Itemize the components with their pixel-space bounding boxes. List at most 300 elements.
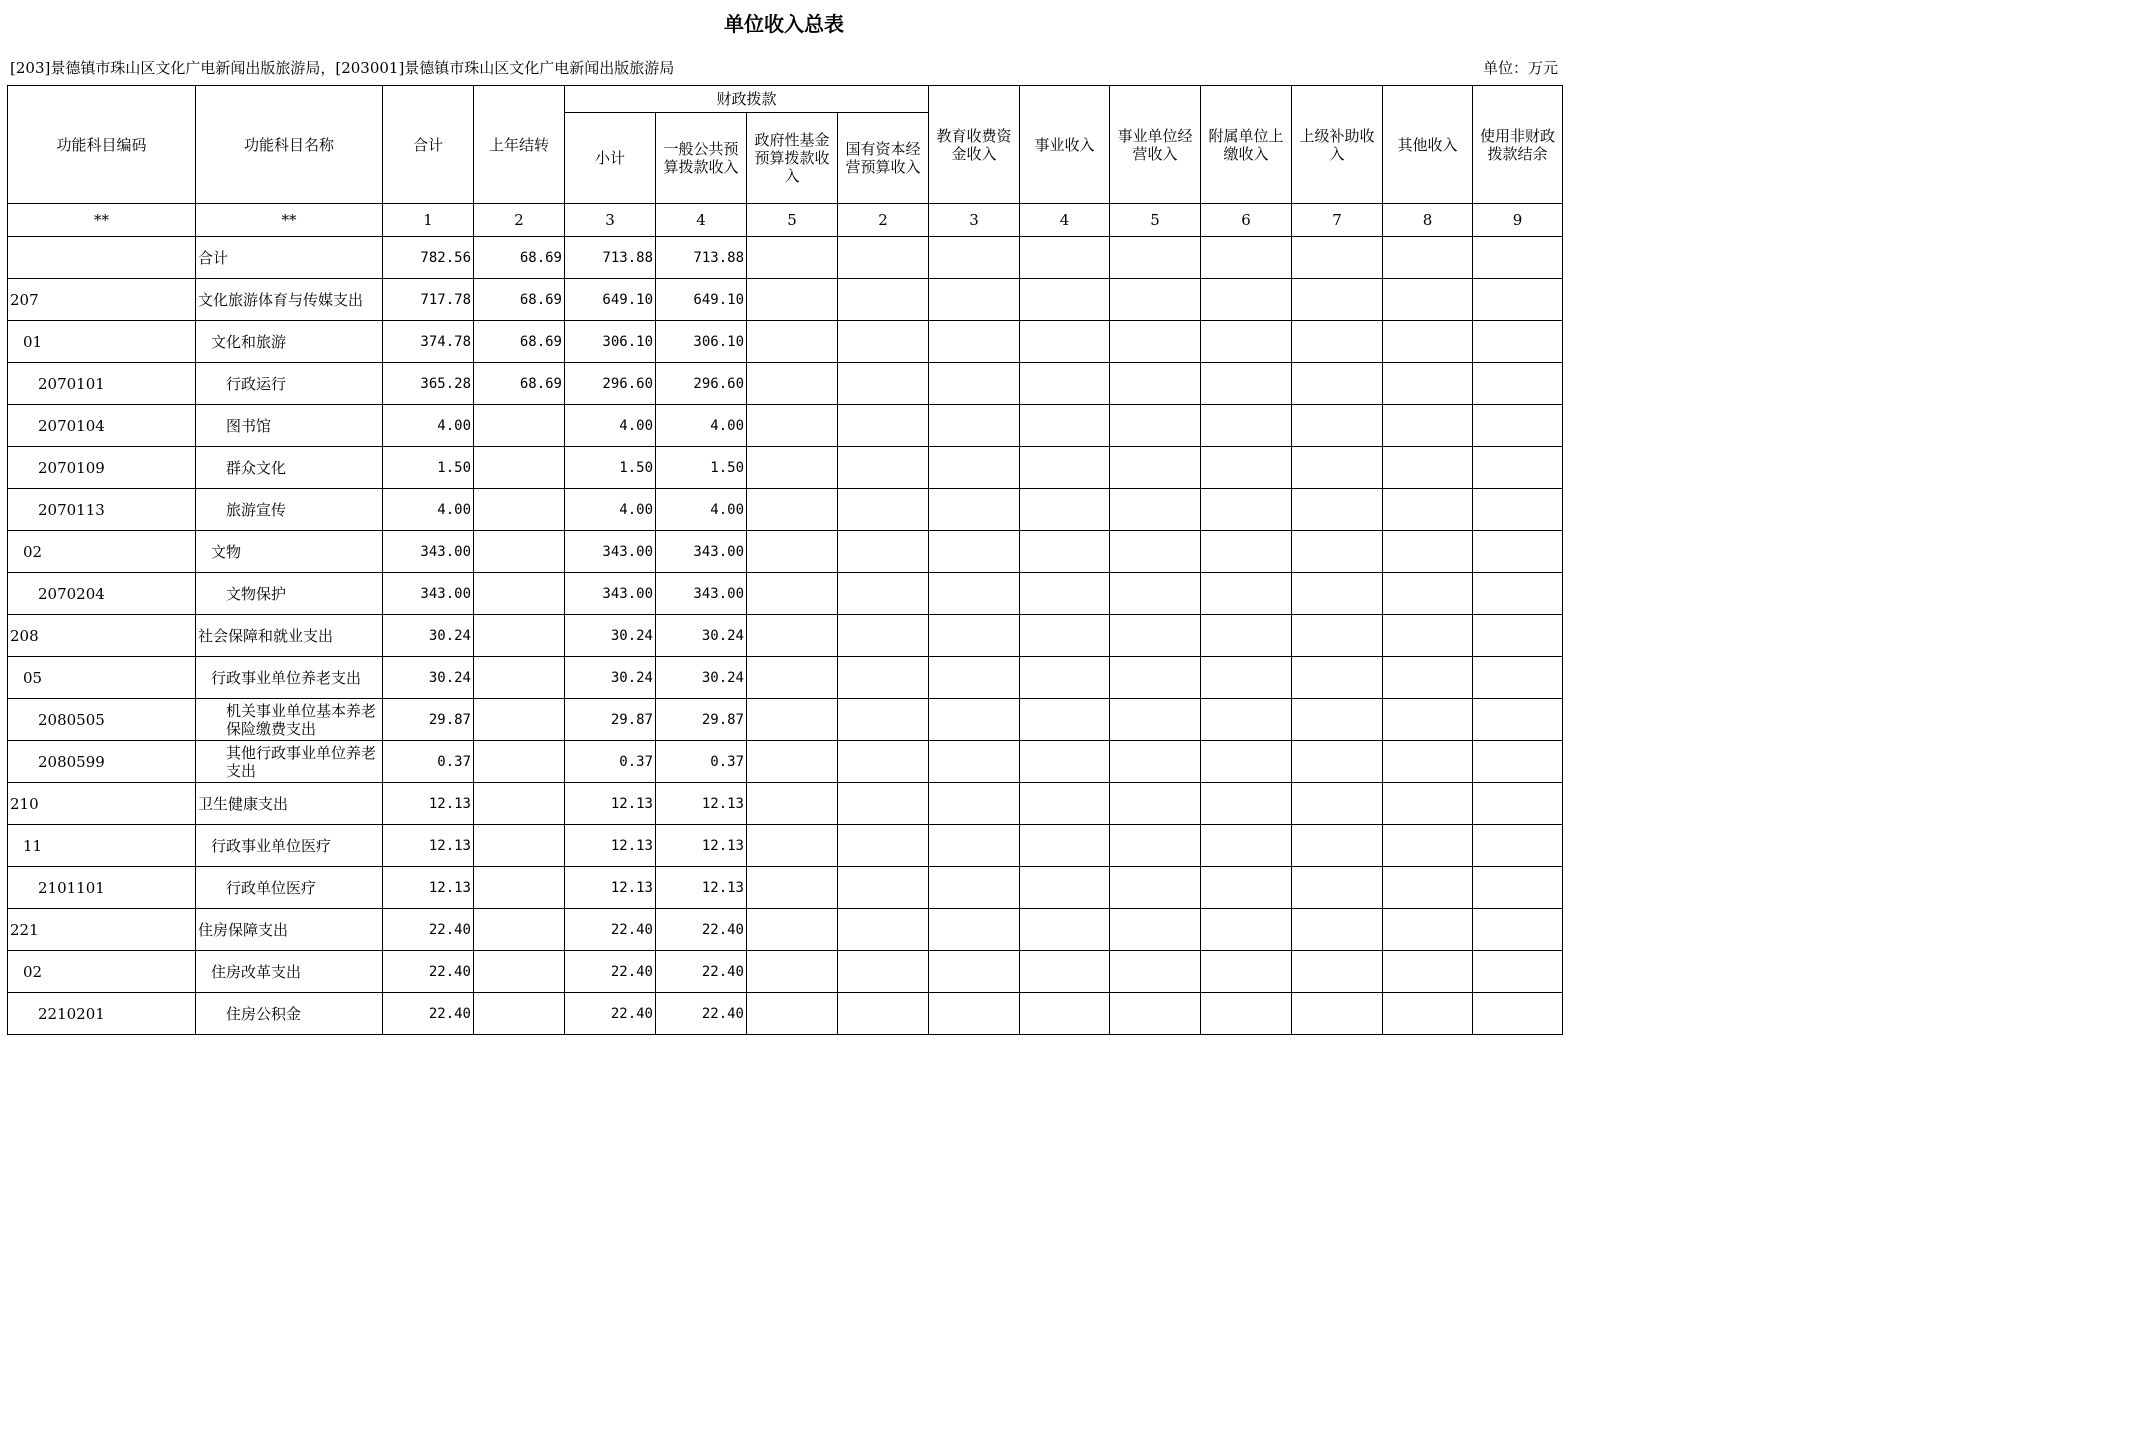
cell-other-income xyxy=(1383,699,1473,741)
column-index-cell: 2 xyxy=(474,204,565,237)
cell-name-text: 行政运行 xyxy=(226,374,287,393)
cell-name-text: 文化旅游体育与传媒支出 xyxy=(198,290,364,309)
cell-gov-fund xyxy=(747,951,838,993)
cell-code: 208 xyxy=(8,615,196,657)
table-row xyxy=(8,909,1563,951)
cell-general-budget: 22.40 xyxy=(656,951,747,993)
cell-affiliated-income xyxy=(1201,657,1292,699)
cell-total: 4.00 xyxy=(383,405,474,447)
cell-affiliated-income xyxy=(1201,699,1292,741)
cell-business-income xyxy=(1020,825,1110,867)
cell-name xyxy=(196,657,383,699)
cell-name xyxy=(196,867,383,909)
cell-name xyxy=(196,237,383,279)
header-state-capital: 国有资本经营预算收入 xyxy=(838,113,929,204)
cell-non-fiscal-balance xyxy=(1473,825,1563,867)
cell-state-capital xyxy=(838,405,929,447)
header-operating-income: 事业单位经营收入 xyxy=(1110,86,1201,204)
cell-code: 2101101 xyxy=(8,867,196,909)
cell-code: 11 xyxy=(8,825,196,867)
cell-name xyxy=(196,741,383,783)
cell-operating-income xyxy=(1110,405,1201,447)
cell-carryover xyxy=(474,573,565,615)
cell-gov-fund xyxy=(747,993,838,1035)
column-index-cell: ** xyxy=(8,204,196,237)
cell-education-fee xyxy=(929,909,1020,951)
cell-general-budget: 649.10 xyxy=(656,279,747,321)
cell-subtotal: 343.00 xyxy=(565,531,656,573)
cell-gov-fund xyxy=(747,237,838,279)
cell-operating-income xyxy=(1110,489,1201,531)
cell-state-capital xyxy=(838,657,929,699)
column-index-cell: 3 xyxy=(929,204,1020,237)
cell-code: 2080599 xyxy=(8,741,196,783)
cell-code: 01 xyxy=(8,321,196,363)
cell-carryover xyxy=(474,867,565,909)
cell-total: 30.24 xyxy=(383,615,474,657)
cell-affiliated-income xyxy=(1201,573,1292,615)
cell-other-income xyxy=(1383,363,1473,405)
cell-education-fee xyxy=(929,531,1020,573)
cell-state-capital xyxy=(838,363,929,405)
cell-state-capital xyxy=(838,531,929,573)
cell-affiliated-income xyxy=(1201,279,1292,321)
column-index-cell: 4 xyxy=(1020,204,1110,237)
cell-gov-fund xyxy=(747,363,838,405)
table-row xyxy=(8,573,1563,615)
cell-affiliated-income xyxy=(1201,363,1292,405)
cell-non-fiscal-balance xyxy=(1473,531,1563,573)
cell-total: 12.13 xyxy=(383,867,474,909)
cell-state-capital xyxy=(838,825,929,867)
currency-unit: 单位：万元 xyxy=(1482,59,1558,77)
cell-superior-subsidy xyxy=(1292,825,1383,867)
cell-affiliated-income xyxy=(1201,909,1292,951)
cell-carryover xyxy=(474,615,565,657)
cell-superior-subsidy xyxy=(1292,741,1383,783)
cell-name-text: 图书馆 xyxy=(226,416,272,435)
cell-subtotal: 343.00 xyxy=(565,573,656,615)
cell-name xyxy=(196,531,383,573)
cell-name-text: 文物保护 xyxy=(226,584,287,603)
cell-total: 717.78 xyxy=(383,279,474,321)
table-row xyxy=(8,363,1563,405)
cell-superior-subsidy xyxy=(1292,699,1383,741)
cell-name-text: 群众文化 xyxy=(226,458,287,477)
cell-non-fiscal-balance xyxy=(1473,909,1563,951)
cell-education-fee xyxy=(929,615,1020,657)
cell-other-income xyxy=(1383,615,1473,657)
cell-total: 22.40 xyxy=(383,993,474,1035)
cell-business-income xyxy=(1020,657,1110,699)
cell-total: 12.13 xyxy=(383,783,474,825)
cell-general-budget: 296.60 xyxy=(656,363,747,405)
cell-gov-fund xyxy=(747,825,838,867)
cell-code: 210 xyxy=(8,783,196,825)
column-index-row xyxy=(8,204,1563,237)
cell-affiliated-income xyxy=(1201,741,1292,783)
cell-affiliated-income xyxy=(1201,405,1292,447)
cell-business-income xyxy=(1020,279,1110,321)
cell-name-text: 行政单位医疗 xyxy=(226,878,317,897)
cell-other-income xyxy=(1383,951,1473,993)
cell-general-budget: 30.24 xyxy=(656,615,747,657)
cell-name-text: 合计 xyxy=(198,248,229,267)
cell-name xyxy=(196,363,383,405)
cell-other-income xyxy=(1383,321,1473,363)
cell-subtotal: 22.40 xyxy=(565,951,656,993)
cell-name xyxy=(196,825,383,867)
cell-name xyxy=(196,993,383,1035)
cell-affiliated-income xyxy=(1201,489,1292,531)
table-row xyxy=(8,237,1563,279)
cell-other-income xyxy=(1383,405,1473,447)
cell-education-fee xyxy=(929,657,1020,699)
report-title: 单位收入总表 xyxy=(724,12,844,36)
cell-affiliated-income xyxy=(1201,951,1292,993)
cell-education-fee xyxy=(929,279,1020,321)
cell-general-budget: 343.00 xyxy=(656,573,747,615)
cell-gov-fund xyxy=(747,279,838,321)
cell-state-capital xyxy=(838,951,929,993)
cell-superior-subsidy xyxy=(1292,363,1383,405)
cell-gov-fund xyxy=(747,867,838,909)
cell-education-fee xyxy=(929,363,1020,405)
cell-state-capital xyxy=(838,237,929,279)
cell-code: 05 xyxy=(8,657,196,699)
cell-state-capital xyxy=(838,279,929,321)
cell-business-income xyxy=(1020,783,1110,825)
column-index-cell: 2 xyxy=(838,204,929,237)
cell-operating-income xyxy=(1110,279,1201,321)
cell-operating-income xyxy=(1110,615,1201,657)
cell-carryover xyxy=(474,657,565,699)
column-index-cell: ** xyxy=(196,204,383,237)
header-name: 功能科目名称 xyxy=(196,86,383,204)
cell-non-fiscal-balance xyxy=(1473,657,1563,699)
cell-general-budget: 12.13 xyxy=(656,867,747,909)
cell-carryover xyxy=(474,741,565,783)
header-other-income: 其他收入 xyxy=(1383,86,1473,204)
cell-gov-fund xyxy=(747,405,838,447)
cell-name-text: 社会保障和就业支出 xyxy=(198,626,334,645)
cell-superior-subsidy xyxy=(1292,237,1383,279)
cell-state-capital xyxy=(838,573,929,615)
table-row xyxy=(8,279,1563,321)
cell-code: 2210201 xyxy=(8,993,196,1035)
cell-subtotal: 296.60 xyxy=(565,363,656,405)
cell-total: 22.40 xyxy=(383,951,474,993)
cell-superior-subsidy xyxy=(1292,573,1383,615)
cell-other-income xyxy=(1383,909,1473,951)
table-row xyxy=(8,531,1563,573)
header-general-budget: 一般公共预算拨款收入 xyxy=(656,113,747,204)
cell-business-income xyxy=(1020,447,1110,489)
cell-state-capital xyxy=(838,321,929,363)
cell-gov-fund xyxy=(747,321,838,363)
cell-other-income xyxy=(1383,783,1473,825)
cell-subtotal: 713.88 xyxy=(565,237,656,279)
cell-code: 2070109 xyxy=(8,447,196,489)
cell-carryover: 68.69 xyxy=(474,321,565,363)
cell-superior-subsidy xyxy=(1292,657,1383,699)
cell-carryover: 68.69 xyxy=(474,237,565,279)
cell-name-text: 卫生健康支出 xyxy=(198,794,289,813)
cell-state-capital xyxy=(838,909,929,951)
cell-carryover xyxy=(474,531,565,573)
cell-code: 2070101 xyxy=(8,363,196,405)
cell-total: 365.28 xyxy=(383,363,474,405)
column-index-cell: 1 xyxy=(383,204,474,237)
cell-state-capital xyxy=(838,783,929,825)
cell-state-capital xyxy=(838,993,929,1035)
cell-name-text: 住房公积金 xyxy=(226,1004,302,1023)
header-gov-fund: 政府性基金预算拨款收入 xyxy=(747,113,838,204)
column-index-cell: 4 xyxy=(656,204,747,237)
unit-subtitle: [203]景德镇市珠山区文化广电新闻出版旅游局，[203001]景德镇市珠山区文化广电新闻出版旅游局 xyxy=(10,59,675,77)
table-row xyxy=(8,825,1563,867)
cell-education-fee xyxy=(929,489,1020,531)
cell-general-budget: 29.87 xyxy=(656,699,747,741)
cell-state-capital xyxy=(838,489,929,531)
cell-total: 374.78 xyxy=(383,321,474,363)
cell-non-fiscal-balance xyxy=(1473,741,1563,783)
cell-carryover: 68.69 xyxy=(474,363,565,405)
table-row xyxy=(8,867,1563,909)
cell-name xyxy=(196,615,383,657)
cell-subtotal: 30.24 xyxy=(565,657,656,699)
cell-name-text: 行政事业单位养老支出 xyxy=(211,668,362,687)
cell-superior-subsidy xyxy=(1292,615,1383,657)
cell-superior-subsidy xyxy=(1292,279,1383,321)
cell-name xyxy=(196,573,383,615)
cell-subtotal: 0.37 xyxy=(565,741,656,783)
cell-business-income xyxy=(1020,363,1110,405)
cell-total: 4.00 xyxy=(383,489,474,531)
cell-other-income xyxy=(1383,489,1473,531)
cell-carryover xyxy=(474,909,565,951)
cell-operating-income xyxy=(1110,909,1201,951)
cell-other-income xyxy=(1383,237,1473,279)
header-non-fiscal-balance: 使用非财政拨款结余 xyxy=(1473,86,1563,204)
cell-education-fee xyxy=(929,699,1020,741)
cell-state-capital xyxy=(838,699,929,741)
cell-name xyxy=(196,783,383,825)
header-carryover: 上年结转 xyxy=(474,86,565,204)
cell-carryover: 68.69 xyxy=(474,279,565,321)
cell-education-fee xyxy=(929,573,1020,615)
column-index-cell: 5 xyxy=(747,204,838,237)
cell-subtotal: 306.10 xyxy=(565,321,656,363)
column-index-cell: 9 xyxy=(1473,204,1563,237)
cell-operating-income xyxy=(1110,825,1201,867)
cell-business-income xyxy=(1020,489,1110,531)
cell-total: 12.13 xyxy=(383,825,474,867)
header-affiliated-income: 附属单位上缴收入 xyxy=(1201,86,1292,204)
cell-code: 2070104 xyxy=(8,405,196,447)
cell-other-income xyxy=(1383,531,1473,573)
column-index-cell: 5 xyxy=(1110,204,1201,237)
cell-operating-income xyxy=(1110,699,1201,741)
cell-subtotal: 649.10 xyxy=(565,279,656,321)
cell-business-income xyxy=(1020,909,1110,951)
cell-total: 29.87 xyxy=(383,699,474,741)
cell-name-text: 行政事业单位医疗 xyxy=(211,836,332,855)
cell-general-budget: 4.00 xyxy=(656,405,747,447)
cell-business-income xyxy=(1020,867,1110,909)
cell-superior-subsidy xyxy=(1292,867,1383,909)
cell-code: 02 xyxy=(8,531,196,573)
cell-affiliated-income xyxy=(1201,993,1292,1035)
cell-carryover xyxy=(474,699,565,741)
cell-gov-fund xyxy=(747,909,838,951)
cell-gov-fund xyxy=(747,657,838,699)
cell-carryover xyxy=(474,783,565,825)
cell-education-fee xyxy=(929,825,1020,867)
cell-subtotal: 12.13 xyxy=(565,825,656,867)
cell-superior-subsidy xyxy=(1292,531,1383,573)
cell-other-income xyxy=(1383,447,1473,489)
cell-subtotal: 29.87 xyxy=(565,699,656,741)
cell-business-income xyxy=(1020,699,1110,741)
cell-state-capital xyxy=(838,447,929,489)
cell-non-fiscal-balance xyxy=(1473,447,1563,489)
cell-other-income xyxy=(1383,867,1473,909)
cell-carryover xyxy=(474,993,565,1035)
cell-non-fiscal-balance xyxy=(1473,951,1563,993)
cell-name xyxy=(196,405,383,447)
cell-affiliated-income xyxy=(1201,825,1292,867)
cell-general-budget: 343.00 xyxy=(656,531,747,573)
cell-superior-subsidy xyxy=(1292,447,1383,489)
table-row xyxy=(8,951,1563,993)
cell-other-income xyxy=(1383,657,1473,699)
cell-name-text: 文化和旅游 xyxy=(211,332,287,351)
cell-affiliated-income xyxy=(1201,615,1292,657)
cell-other-income xyxy=(1383,279,1473,321)
cell-gov-fund xyxy=(747,699,838,741)
cell-code xyxy=(8,237,196,279)
cell-superior-subsidy xyxy=(1292,321,1383,363)
cell-name xyxy=(196,321,383,363)
cell-superior-subsidy xyxy=(1292,951,1383,993)
cell-education-fee xyxy=(929,321,1020,363)
cell-name-text: 文物 xyxy=(211,542,242,561)
table-row xyxy=(8,447,1563,489)
cell-non-fiscal-balance xyxy=(1473,699,1563,741)
cell-non-fiscal-balance xyxy=(1473,867,1563,909)
cell-affiliated-income xyxy=(1201,321,1292,363)
cell-superior-subsidy xyxy=(1292,993,1383,1035)
column-index-cell: 6 xyxy=(1201,204,1292,237)
cell-general-budget: 1.50 xyxy=(656,447,747,489)
cell-business-income xyxy=(1020,993,1110,1035)
cell-carryover xyxy=(474,951,565,993)
table-row xyxy=(8,657,1563,699)
cell-operating-income xyxy=(1110,573,1201,615)
cell-operating-income xyxy=(1110,867,1201,909)
cell-general-budget: 22.40 xyxy=(656,993,747,1035)
cell-education-fee xyxy=(929,867,1020,909)
cell-affiliated-income xyxy=(1201,447,1292,489)
cell-total: 30.24 xyxy=(383,657,474,699)
cell-general-budget: 12.13 xyxy=(656,825,747,867)
cell-non-fiscal-balance xyxy=(1473,321,1563,363)
cell-non-fiscal-balance xyxy=(1473,783,1563,825)
cell-non-fiscal-balance xyxy=(1473,363,1563,405)
cell-subtotal: 1.50 xyxy=(565,447,656,489)
cell-subtotal: 30.24 xyxy=(565,615,656,657)
cell-non-fiscal-balance xyxy=(1473,489,1563,531)
cell-superior-subsidy xyxy=(1292,909,1383,951)
cell-code: 02 xyxy=(8,951,196,993)
cell-general-budget: 4.00 xyxy=(656,489,747,531)
cell-carryover xyxy=(474,405,565,447)
cell-affiliated-income xyxy=(1201,531,1292,573)
cell-name-text: 住房改革支出 xyxy=(211,962,302,981)
cell-operating-income xyxy=(1110,783,1201,825)
table-row xyxy=(8,615,1563,657)
cell-name xyxy=(196,909,383,951)
cell-education-fee xyxy=(929,237,1020,279)
cell-carryover xyxy=(474,489,565,531)
table-row xyxy=(8,993,1563,1035)
cell-general-budget: 12.13 xyxy=(656,783,747,825)
header-superior-subsidy: 上级补助收入 xyxy=(1292,86,1383,204)
table-row xyxy=(8,489,1563,531)
cell-state-capital xyxy=(838,867,929,909)
cell-state-capital xyxy=(838,741,929,783)
income-summary-table xyxy=(7,85,1563,1035)
cell-non-fiscal-balance xyxy=(1473,405,1563,447)
cell-carryover xyxy=(474,447,565,489)
cell-education-fee xyxy=(929,741,1020,783)
cell-business-income xyxy=(1020,531,1110,573)
cell-subtotal: 4.00 xyxy=(565,405,656,447)
table-row xyxy=(8,699,1563,741)
cell-name xyxy=(196,447,383,489)
cell-carryover xyxy=(474,825,565,867)
header-code: 功能科目编码 xyxy=(8,86,196,204)
table-row xyxy=(8,783,1563,825)
cell-operating-income xyxy=(1110,657,1201,699)
cell-total: 0.37 xyxy=(383,741,474,783)
cell-operating-income xyxy=(1110,237,1201,279)
cell-operating-income xyxy=(1110,993,1201,1035)
cell-general-budget: 713.88 xyxy=(656,237,747,279)
cell-gov-fund xyxy=(747,783,838,825)
cell-education-fee xyxy=(929,951,1020,993)
cell-operating-income xyxy=(1110,321,1201,363)
cell-non-fiscal-balance xyxy=(1473,993,1563,1035)
cell-operating-income xyxy=(1110,363,1201,405)
cell-name xyxy=(196,489,383,531)
cell-subtotal: 12.13 xyxy=(565,783,656,825)
header-total: 合计 xyxy=(383,86,474,204)
cell-business-income xyxy=(1020,573,1110,615)
cell-subtotal: 4.00 xyxy=(565,489,656,531)
cell-code: 2070204 xyxy=(8,573,196,615)
cell-general-budget: 0.37 xyxy=(656,741,747,783)
header-education-fee: 教育收费资金收入 xyxy=(929,86,1020,204)
cell-business-income xyxy=(1020,615,1110,657)
cell-other-income xyxy=(1383,993,1473,1035)
cell-name xyxy=(196,279,383,321)
cell-business-income xyxy=(1020,951,1110,993)
cell-general-budget: 306.10 xyxy=(656,321,747,363)
cell-superior-subsidy xyxy=(1292,405,1383,447)
cell-education-fee xyxy=(929,993,1020,1035)
